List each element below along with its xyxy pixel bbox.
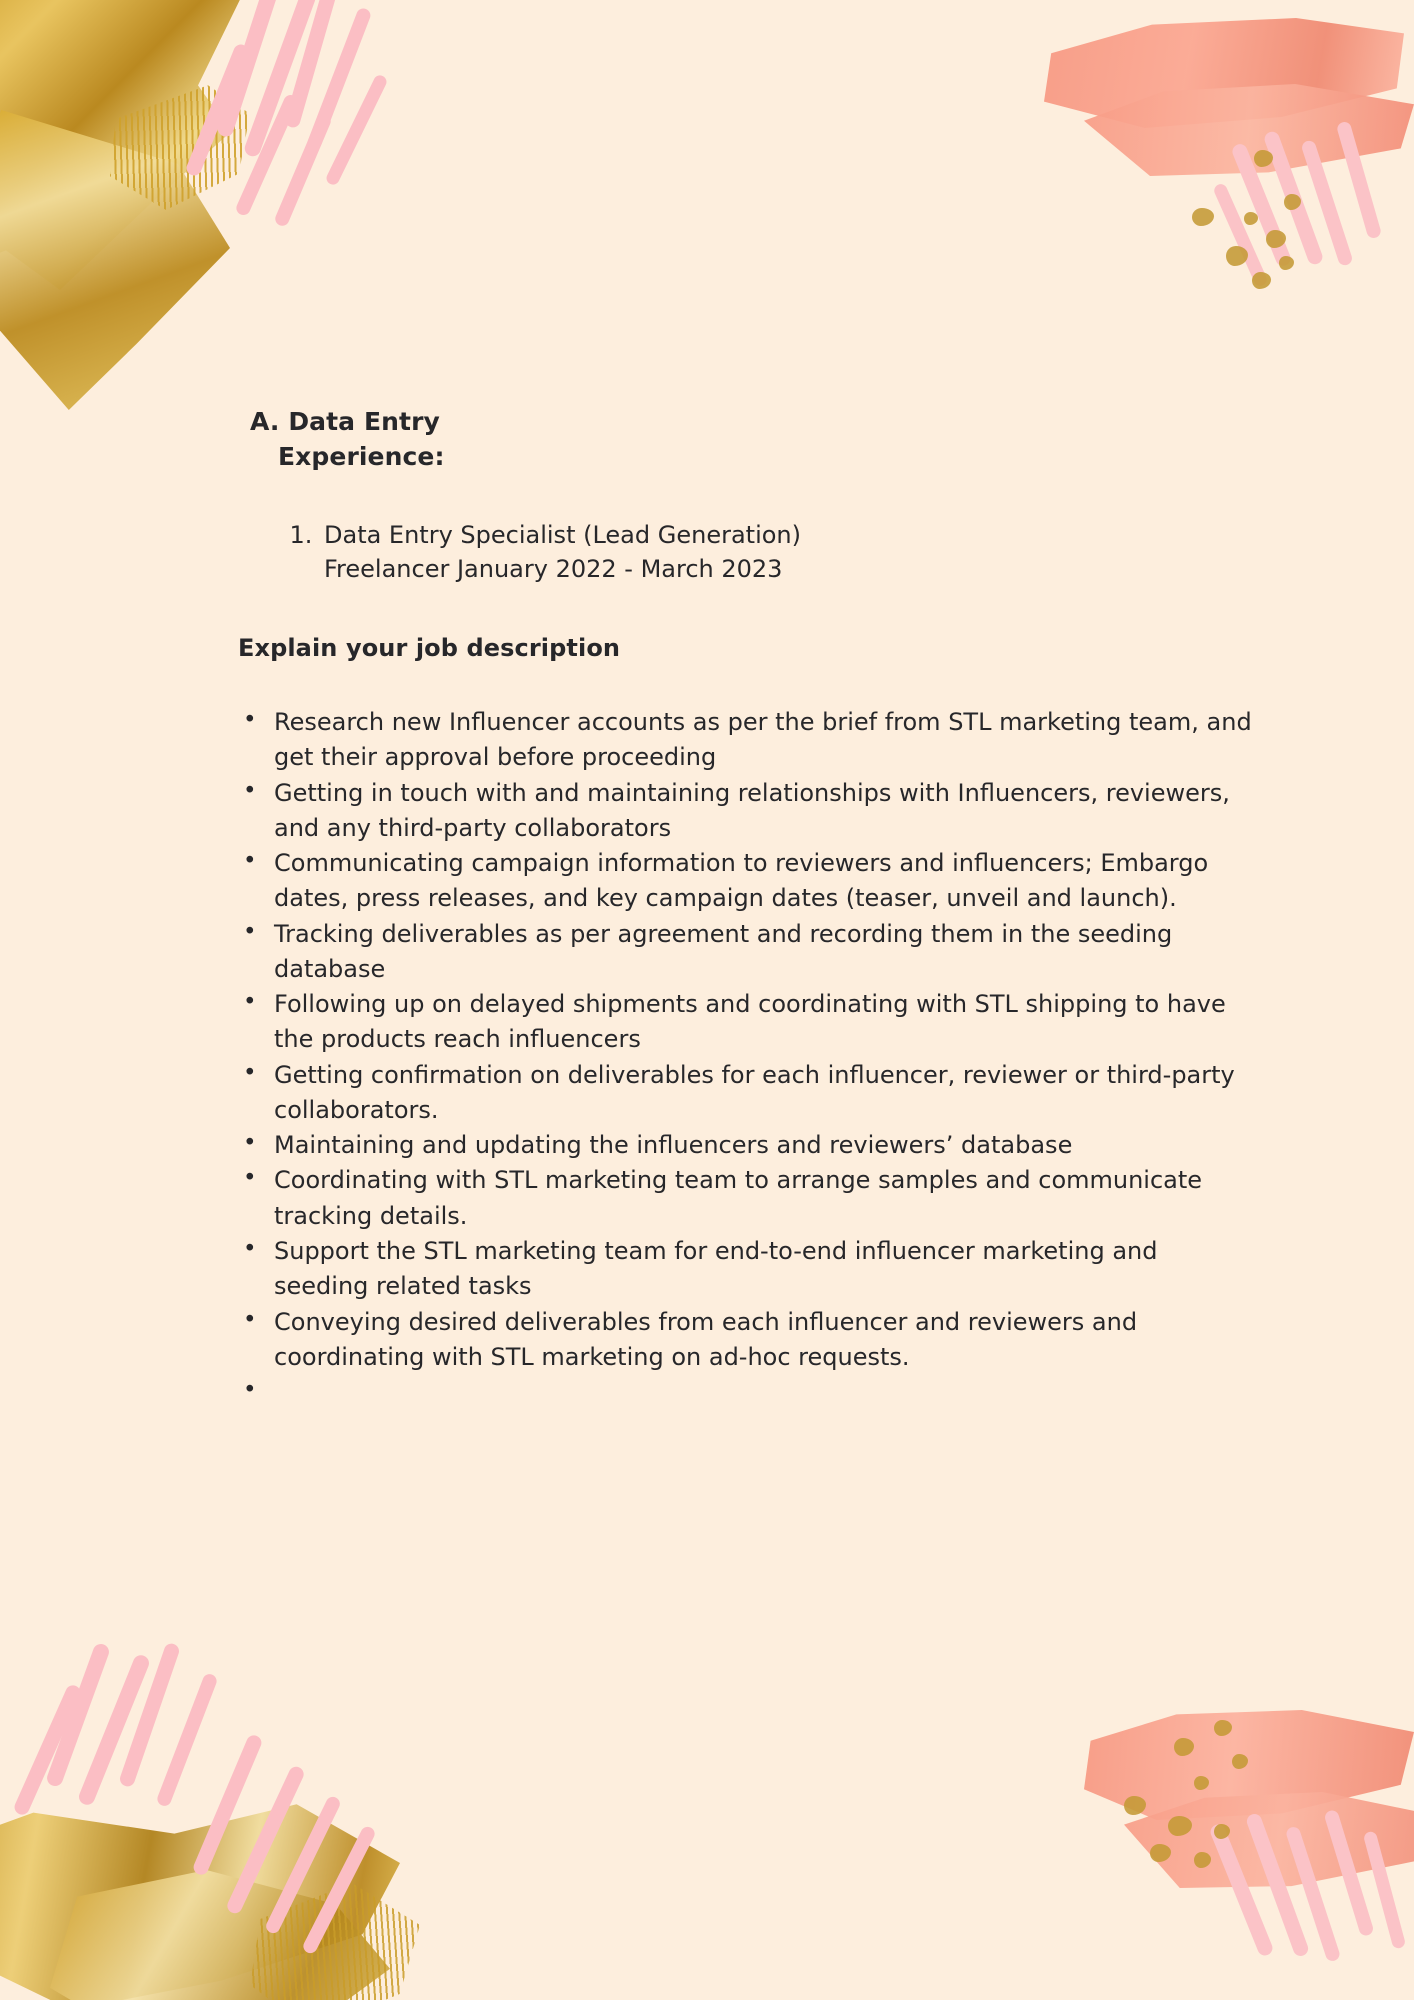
coral-brush-top-right-decoration bbox=[1024, 0, 1414, 300]
list-item-empty bbox=[270, 1375, 1257, 1409]
job-description-subheading: Explain your job description bbox=[238, 634, 621, 662]
list-item: • Tracking deliverables as per agreement and recording them in the seeding database bbox=[270, 917, 1257, 988]
list-item: • Following up on delayed shipments and coordinating with STL shipping to have the products reach influencers bbox=[270, 987, 1257, 1058]
list-item: • Communicating campaign information to reviewers and influencers; Embargo dates, press releases, and key campaign dates (teaser, unveil and launch). bbox=[270, 846, 1257, 917]
list-item bbox=[320, 518, 1182, 586]
gold-flecks-bottom-right-decoration bbox=[1064, 1720, 1264, 1920]
list-item: • Conveying desired deliverables from each influencer and reviewers and coordinating with STL marketing on ad-hoc requests. bbox=[270, 1305, 1257, 1376]
position-title: Data Entry Specialist (Lead Generation) bbox=[324, 521, 801, 549]
position-detail: Freelancer January 2022 - March 2023 bbox=[324, 555, 783, 584]
list-item: • Maintaining and updating the influencers and reviewers’ database bbox=[270, 1128, 1257, 1163]
coral-brush-bottom-right-decoration bbox=[1024, 1680, 1414, 2000]
section-heading bbox=[250, 405, 670, 474]
gold-flecks-top-right-decoration bbox=[1134, 150, 1334, 310]
list-item: • Support the STL marketing team for end-to-end influencer marketing and seeding related tasks bbox=[270, 1234, 1257, 1305]
list-item: • Coordinating with STL marketing team to arrange samples and communicate tracking details. bbox=[270, 1163, 1257, 1234]
list-item: • Getting confirmation on deliverables for each influencer, reviewer or third-party collaborators. bbox=[270, 1058, 1257, 1129]
list-item: • Getting in touch with and maintaining relationships with Influencers, reviewers, and any third-party collaborators bbox=[270, 776, 1257, 847]
pink-strokes-top-right-decoration bbox=[1224, 120, 1414, 310]
list-item: • Research new Influencer accounts as per the brief from STL marketing team, and get their approval before proceeding bbox=[270, 705, 1257, 776]
pink-strokes-top-left-decoration bbox=[200, 0, 430, 270]
section-heading-line-2: Experience: bbox=[278, 441, 445, 471]
responsibilities-list bbox=[232, 705, 1257, 1409]
gold-brush-bottom-left-decoration bbox=[0, 1680, 450, 2000]
pink-strokes-bottom-right-decoration bbox=[1194, 1780, 1414, 1990]
pink-strokes-bottom-left-decoration bbox=[40, 1640, 400, 1960]
section-heading-line-1: A. Data Entry bbox=[250, 407, 440, 436]
gold-brush-top-left-decoration bbox=[0, 0, 270, 430]
positions-list bbox=[282, 518, 1182, 586]
